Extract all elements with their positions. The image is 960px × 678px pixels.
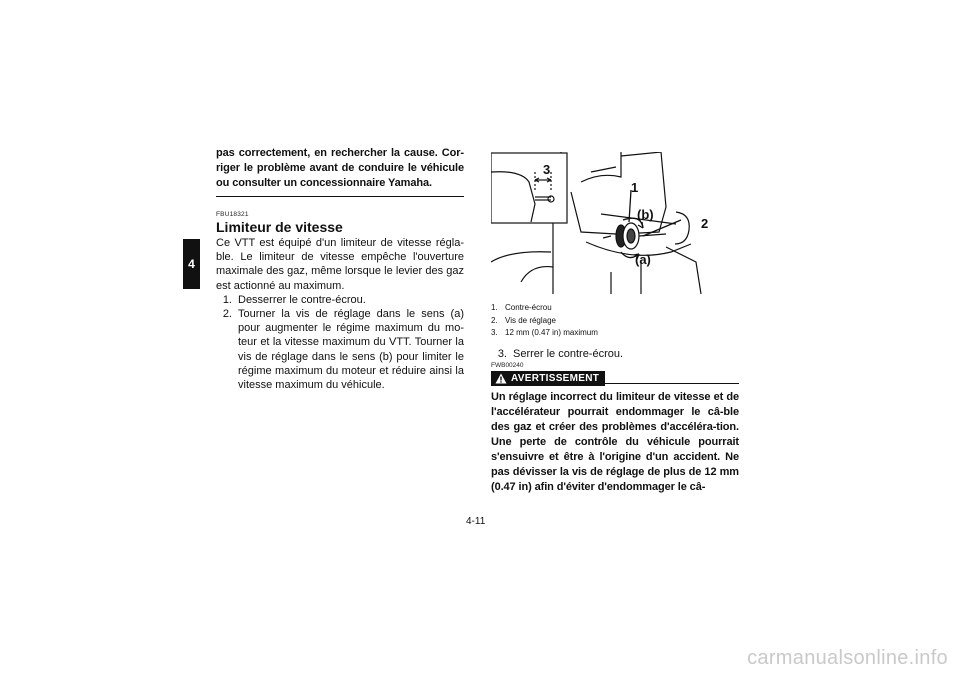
step-number: 2. xyxy=(222,308,232,321)
warning-text: Un réglage incorrect du limiteur de vitesse et de l'accélérateur pourrait endommager le câ-ble des gaz et créer des problèmes d'accéléra-tion. Une perte de contrôle du véhicule pourrait s'ensuivre et être à l'origine d'un accident. Ne pas dévisser la vis de réglage de plus de 12 mm (0.47 in) afin d'éviter d'endommager le câ- xyxy=(491,390,739,493)
warning-label: AVERTISSEMENT xyxy=(511,372,600,384)
figure-legend xyxy=(491,302,739,340)
legend-item xyxy=(491,302,739,315)
step-number: 3. xyxy=(497,347,507,360)
callout-3: 3 xyxy=(543,162,551,177)
illustration-drawing xyxy=(491,152,739,294)
chapter-tab-label: 4 xyxy=(188,257,195,271)
section-title: Limiteur de vitesse xyxy=(216,219,343,235)
step-item xyxy=(491,348,739,360)
step-text: Tourner la vis de réglage dans le sens (a) pour augmenter le régime maximum du mo-teur et la vitesse maximum du VTT. Tourner la vis de réglage dans le sens (b) pour limiter le régime maximum du moteur et réduire ainsi la vitesse maximum du véhicule. xyxy=(238,308,464,392)
warning-badge xyxy=(491,371,605,386)
step-item xyxy=(216,307,464,392)
legend-item xyxy=(491,315,739,328)
step-item xyxy=(216,293,464,307)
step-text: Serrer le contre-écrou. xyxy=(513,347,624,360)
legend-item xyxy=(491,327,739,340)
warning-end-rule xyxy=(216,196,464,197)
section-code: FBU18321 xyxy=(216,211,249,218)
legend-text: Contre-écrou xyxy=(505,303,552,312)
warning-triangle-icon xyxy=(495,373,507,384)
legend-text: 12 mm (0.47 in) maximum xyxy=(505,328,598,337)
watermark: carmanualsonline.info xyxy=(747,647,948,669)
legend-number: 3. xyxy=(491,328,498,337)
warning-rule xyxy=(605,383,739,384)
callout-b: (b) xyxy=(637,207,654,222)
step-list xyxy=(216,293,464,392)
section-intro: Ce VTT est équipé d'un limiteur de vitesse régla-ble. Le limiteur de vitesse empêche l'ouverture maximale des gaz, même lorsque le levier des gaz est actionné au maximum. xyxy=(216,237,464,292)
step-number: 1. xyxy=(222,293,232,306)
step-text: Desserrer le contre-écrou. xyxy=(238,293,366,306)
legend-text: Vis de réglage xyxy=(505,315,556,325)
legend-number: 1. xyxy=(491,303,498,312)
speed-limiter-illustration xyxy=(491,152,739,294)
page-number: 4-11 xyxy=(466,516,486,527)
continued-warning-text: pas correctement, en rechercher la cause. Cor-riger le problème avant de conduire le véhicule ou consulter un concessionnaire Yamaha. xyxy=(216,147,464,189)
right-column xyxy=(491,152,739,495)
callout-1: 1 xyxy=(631,180,639,195)
chapter-tab xyxy=(183,239,200,289)
warning-code: FWB00240 xyxy=(491,361,524,369)
warning-header xyxy=(491,371,739,386)
left-column xyxy=(216,146,464,392)
legend-number: 2. xyxy=(491,315,498,325)
callout-a: (a) xyxy=(635,252,651,267)
callout-2: 2 xyxy=(701,216,709,231)
